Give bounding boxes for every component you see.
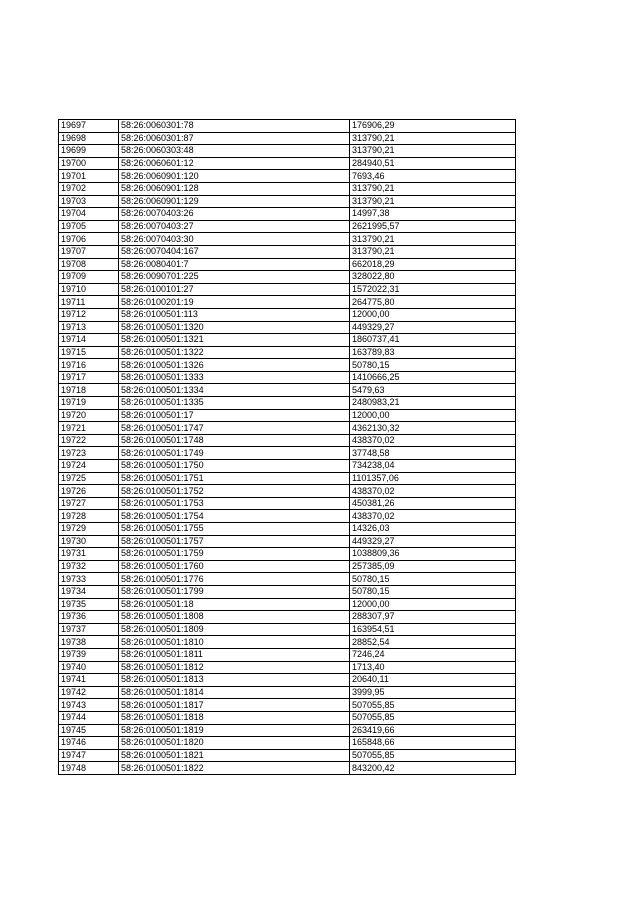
table-row bbox=[59, 472, 516, 485]
row-number-cell: 19713 bbox=[59, 321, 119, 334]
table-row bbox=[59, 120, 516, 133]
value-cell: 284940,51 bbox=[350, 157, 516, 170]
cadastral-number-cell: 58:26:0090701:225 bbox=[119, 271, 350, 284]
table-row bbox=[59, 434, 516, 447]
value-cell: 1101357,06 bbox=[350, 472, 516, 485]
value-cell: 2480983,21 bbox=[350, 397, 516, 410]
table-row bbox=[59, 749, 516, 762]
value-cell: 2621995,57 bbox=[350, 220, 516, 233]
value-cell: 14326,03 bbox=[350, 523, 516, 536]
cadastral-number-cell: 58:26:0060301:78 bbox=[119, 120, 350, 133]
row-number-cell: 19714 bbox=[59, 334, 119, 347]
cadastral-number-cell: 58:26:0100201:19 bbox=[119, 296, 350, 309]
row-number-cell: 19698 bbox=[59, 132, 119, 145]
row-number-cell: 19741 bbox=[59, 674, 119, 687]
value-cell: 1860737,41 bbox=[350, 334, 516, 347]
value-cell: 313790,21 bbox=[350, 195, 516, 208]
cadastral-number-cell: 58:26:0070403:27 bbox=[119, 220, 350, 233]
cadastral-number-cell: 58:26:0070404:167 bbox=[119, 245, 350, 258]
row-number-cell: 19717 bbox=[59, 371, 119, 384]
value-cell: 313790,21 bbox=[350, 132, 516, 145]
row-number-cell: 19734 bbox=[59, 585, 119, 598]
row-number-cell: 19724 bbox=[59, 460, 119, 473]
cadastral-number-cell: 58:26:0100501:1322 bbox=[119, 346, 350, 359]
cadastral-number-cell: 58:26:0100501:1821 bbox=[119, 749, 350, 762]
table-row bbox=[59, 296, 516, 309]
value-cell: 50780,15 bbox=[350, 585, 516, 598]
cadastral-number-cell: 58:26:0100501:1812 bbox=[119, 661, 350, 674]
table-row bbox=[59, 132, 516, 145]
table-row bbox=[59, 397, 516, 410]
row-number-cell: 19704 bbox=[59, 208, 119, 221]
value-cell: 1713,40 bbox=[350, 661, 516, 674]
value-cell: 257385,09 bbox=[350, 560, 516, 573]
cadastral-number-cell: 58:26:0100501:113 bbox=[119, 308, 350, 321]
row-number-cell: 19730 bbox=[59, 535, 119, 548]
value-cell: 7693,46 bbox=[350, 170, 516, 183]
value-cell: 507055,85 bbox=[350, 699, 516, 712]
value-cell: 843200,42 bbox=[350, 762, 516, 775]
value-cell: 1410666,25 bbox=[350, 371, 516, 384]
row-number-cell: 19733 bbox=[59, 573, 119, 586]
cadastral-number-cell: 58:26:0100501:1749 bbox=[119, 447, 350, 460]
row-number-cell: 19747 bbox=[59, 749, 119, 762]
row-number-cell: 19708 bbox=[59, 258, 119, 271]
table-row bbox=[59, 308, 516, 321]
table-row bbox=[59, 523, 516, 536]
table-row bbox=[59, 510, 516, 523]
value-cell: 14997,38 bbox=[350, 208, 516, 221]
cadastral-number-cell: 58:26:0070403:30 bbox=[119, 233, 350, 246]
table-row bbox=[59, 195, 516, 208]
table-row bbox=[59, 585, 516, 598]
value-cell: 50780,15 bbox=[350, 573, 516, 586]
cadastral-number-cell: 58:26:0100501:1754 bbox=[119, 510, 350, 523]
row-number-cell: 19721 bbox=[59, 422, 119, 435]
value-cell: 3999,95 bbox=[350, 686, 516, 699]
value-cell: 313790,21 bbox=[350, 233, 516, 246]
value-cell: 4362130,32 bbox=[350, 422, 516, 435]
value-cell: 7246,24 bbox=[350, 648, 516, 661]
value-cell: 163954,51 bbox=[350, 623, 516, 636]
cadastral-number-cell: 58:26:0100501:1776 bbox=[119, 573, 350, 586]
cadastral-number-cell: 58:26:0100501:1819 bbox=[119, 724, 350, 737]
row-number-cell: 19745 bbox=[59, 724, 119, 737]
cadastral-number-cell: 58:26:0100501:18 bbox=[119, 598, 350, 611]
cadastral-number-cell: 58:26:0100501:1811 bbox=[119, 648, 350, 661]
value-cell: 662018,29 bbox=[350, 258, 516, 271]
table-row bbox=[59, 762, 516, 775]
row-number-cell: 19722 bbox=[59, 434, 119, 447]
cadastral-number-cell: 58:26:0100501:1334 bbox=[119, 384, 350, 397]
table-row bbox=[59, 636, 516, 649]
data-table bbox=[58, 119, 516, 775]
table-row bbox=[59, 409, 516, 422]
row-number-cell: 19712 bbox=[59, 308, 119, 321]
table-row bbox=[59, 157, 516, 170]
cadastral-number-cell: 58:26:0100501:1809 bbox=[119, 623, 350, 636]
cadastral-number-cell: 58:26:0100501:1760 bbox=[119, 560, 350, 573]
value-cell: 5479,63 bbox=[350, 384, 516, 397]
table-row bbox=[59, 371, 516, 384]
table-row bbox=[59, 535, 516, 548]
table-row bbox=[59, 422, 516, 435]
cadastral-number-cell: 58:26:0100501:1333 bbox=[119, 371, 350, 384]
table-row bbox=[59, 674, 516, 687]
table-row bbox=[59, 661, 516, 674]
table-row bbox=[59, 460, 516, 473]
cadastral-number-cell: 58:26:0100501:1759 bbox=[119, 548, 350, 561]
cadastral-number-cell: 58:26:0100101:27 bbox=[119, 283, 350, 296]
row-number-cell: 19703 bbox=[59, 195, 119, 208]
value-cell: 438370,02 bbox=[350, 485, 516, 498]
cadastral-number-cell: 58:26:0100501:1755 bbox=[119, 523, 350, 536]
table-row bbox=[59, 573, 516, 586]
cadastral-number-cell: 58:26:0100501:1321 bbox=[119, 334, 350, 347]
row-number-cell: 19725 bbox=[59, 472, 119, 485]
value-cell: 176906,29 bbox=[350, 120, 516, 133]
table-row bbox=[59, 346, 516, 359]
cadastral-number-cell: 58:26:0060301:87 bbox=[119, 132, 350, 145]
value-cell: 263419,66 bbox=[350, 724, 516, 737]
value-cell: 37748,58 bbox=[350, 447, 516, 460]
row-number-cell: 19743 bbox=[59, 699, 119, 712]
cadastral-number-cell: 58:26:0060901:120 bbox=[119, 170, 350, 183]
cadastral-number-cell: 58:26:0100501:1750 bbox=[119, 460, 350, 473]
row-number-cell: 19716 bbox=[59, 359, 119, 372]
row-number-cell: 19702 bbox=[59, 182, 119, 195]
value-cell: 450381,26 bbox=[350, 497, 516, 510]
row-number-cell: 19720 bbox=[59, 409, 119, 422]
table-row bbox=[59, 485, 516, 498]
value-cell: 734238,04 bbox=[350, 460, 516, 473]
table-row bbox=[59, 208, 516, 221]
value-cell: 50780,15 bbox=[350, 359, 516, 372]
row-number-cell: 19729 bbox=[59, 523, 119, 536]
row-number-cell: 19748 bbox=[59, 762, 119, 775]
table-row bbox=[59, 384, 516, 397]
row-number-cell: 19736 bbox=[59, 611, 119, 624]
row-number-cell: 19700 bbox=[59, 157, 119, 170]
value-cell: 163789,83 bbox=[350, 346, 516, 359]
value-cell: 1572022,31 bbox=[350, 283, 516, 296]
value-cell: 165848,66 bbox=[350, 737, 516, 750]
table-row bbox=[59, 737, 516, 750]
row-number-cell: 19715 bbox=[59, 346, 119, 359]
table-row bbox=[59, 220, 516, 233]
cadastral-number-cell: 58:26:0080401:7 bbox=[119, 258, 350, 271]
row-number-cell: 19731 bbox=[59, 548, 119, 561]
cadastral-number-cell: 58:26:0100501:1817 bbox=[119, 699, 350, 712]
value-cell: 288307,97 bbox=[350, 611, 516, 624]
value-cell: 313790,21 bbox=[350, 245, 516, 258]
cadastral-number-cell: 58:26:0100501:1820 bbox=[119, 737, 350, 750]
row-number-cell: 19706 bbox=[59, 233, 119, 246]
cadastral-number-cell: 58:26:0060303:48 bbox=[119, 145, 350, 158]
table-row bbox=[59, 686, 516, 699]
value-cell: 438370,02 bbox=[350, 510, 516, 523]
row-number-cell: 19740 bbox=[59, 661, 119, 674]
row-number-cell: 19732 bbox=[59, 560, 119, 573]
value-cell: 1038809,36 bbox=[350, 548, 516, 561]
table-row bbox=[59, 271, 516, 284]
table-row bbox=[59, 560, 516, 573]
cadastral-number-cell: 58:26:0100501:1335 bbox=[119, 397, 350, 410]
cadastral-number-cell: 58:26:0100501:1813 bbox=[119, 674, 350, 687]
cadastral-number-cell: 58:26:0060901:128 bbox=[119, 182, 350, 195]
cadastral-number-cell: 58:26:0100501:1757 bbox=[119, 535, 350, 548]
value-cell: 328022,80 bbox=[350, 271, 516, 284]
value-cell: 12000,00 bbox=[350, 308, 516, 321]
table-row bbox=[59, 258, 516, 271]
table-row bbox=[59, 623, 516, 636]
row-number-cell: 19709 bbox=[59, 271, 119, 284]
cadastral-number-cell: 58:26:0100501:1748 bbox=[119, 434, 350, 447]
row-number-cell: 19742 bbox=[59, 686, 119, 699]
row-number-cell: 19728 bbox=[59, 510, 119, 523]
cadastral-number-cell: 58:26:0100501:17 bbox=[119, 409, 350, 422]
value-cell: 20640,11 bbox=[350, 674, 516, 687]
table-row bbox=[59, 283, 516, 296]
table-body bbox=[59, 120, 516, 775]
table-row bbox=[59, 245, 516, 258]
row-number-cell: 19737 bbox=[59, 623, 119, 636]
row-number-cell: 19719 bbox=[59, 397, 119, 410]
cadastral-number-cell: 58:26:0060901:129 bbox=[119, 195, 350, 208]
value-cell: 313790,21 bbox=[350, 182, 516, 195]
row-number-cell: 19727 bbox=[59, 497, 119, 510]
row-number-cell: 19711 bbox=[59, 296, 119, 309]
value-cell: 313790,21 bbox=[350, 145, 516, 158]
table-row bbox=[59, 611, 516, 624]
table-row bbox=[59, 711, 516, 724]
cadastral-number-cell: 58:26:0060601:12 bbox=[119, 157, 350, 170]
cadastral-number-cell: 58:26:0100501:1818 bbox=[119, 711, 350, 724]
row-number-cell: 19718 bbox=[59, 384, 119, 397]
value-cell: 449329,27 bbox=[350, 535, 516, 548]
row-number-cell: 19744 bbox=[59, 711, 119, 724]
value-cell: 438370,02 bbox=[350, 434, 516, 447]
table-row bbox=[59, 359, 516, 372]
cadastral-number-cell: 58:26:0100501:1747 bbox=[119, 422, 350, 435]
row-number-cell: 19739 bbox=[59, 648, 119, 661]
table-row bbox=[59, 145, 516, 158]
row-number-cell: 19699 bbox=[59, 145, 119, 158]
row-number-cell: 19710 bbox=[59, 283, 119, 296]
row-number-cell: 19707 bbox=[59, 245, 119, 258]
cadastral-number-cell: 58:26:0100501:1822 bbox=[119, 762, 350, 775]
cadastral-number-cell: 58:26:0100501:1326 bbox=[119, 359, 350, 372]
value-cell: 507055,85 bbox=[350, 749, 516, 762]
row-number-cell: 19723 bbox=[59, 447, 119, 460]
table-row bbox=[59, 724, 516, 737]
row-number-cell: 19735 bbox=[59, 598, 119, 611]
value-cell: 264775,80 bbox=[350, 296, 516, 309]
value-cell: 507055,85 bbox=[350, 711, 516, 724]
cadastral-number-cell: 58:26:0100501:1810 bbox=[119, 636, 350, 649]
table-row bbox=[59, 321, 516, 334]
table-row bbox=[59, 648, 516, 661]
row-number-cell: 19705 bbox=[59, 220, 119, 233]
cadastral-number-cell: 58:26:0100501:1814 bbox=[119, 686, 350, 699]
table-row bbox=[59, 447, 516, 460]
table-row bbox=[59, 548, 516, 561]
cadastral-number-cell: 58:26:0100501:1752 bbox=[119, 485, 350, 498]
table-row bbox=[59, 233, 516, 246]
cadastral-number-cell: 58:26:0070403:26 bbox=[119, 208, 350, 221]
cadastral-number-cell: 58:26:0100501:1751 bbox=[119, 472, 350, 485]
cadastral-number-cell: 58:26:0100501:1799 bbox=[119, 585, 350, 598]
table-row bbox=[59, 598, 516, 611]
value-cell: 12000,00 bbox=[350, 409, 516, 422]
value-cell: 28852,54 bbox=[350, 636, 516, 649]
table-row bbox=[59, 334, 516, 347]
cadastral-number-cell: 58:26:0100501:1320 bbox=[119, 321, 350, 334]
row-number-cell: 19746 bbox=[59, 737, 119, 750]
row-number-cell: 19701 bbox=[59, 170, 119, 183]
row-number-cell: 19726 bbox=[59, 485, 119, 498]
row-number-cell: 19738 bbox=[59, 636, 119, 649]
cadastral-number-cell: 58:26:0100501:1808 bbox=[119, 611, 350, 624]
value-cell: 449329,27 bbox=[350, 321, 516, 334]
table-row bbox=[59, 497, 516, 510]
cadastral-number-cell: 58:26:0100501:1753 bbox=[119, 497, 350, 510]
value-cell: 12000,00 bbox=[350, 598, 516, 611]
table-row bbox=[59, 699, 516, 712]
table-row bbox=[59, 170, 516, 183]
table-row bbox=[59, 182, 516, 195]
row-number-cell: 19697 bbox=[59, 120, 119, 133]
